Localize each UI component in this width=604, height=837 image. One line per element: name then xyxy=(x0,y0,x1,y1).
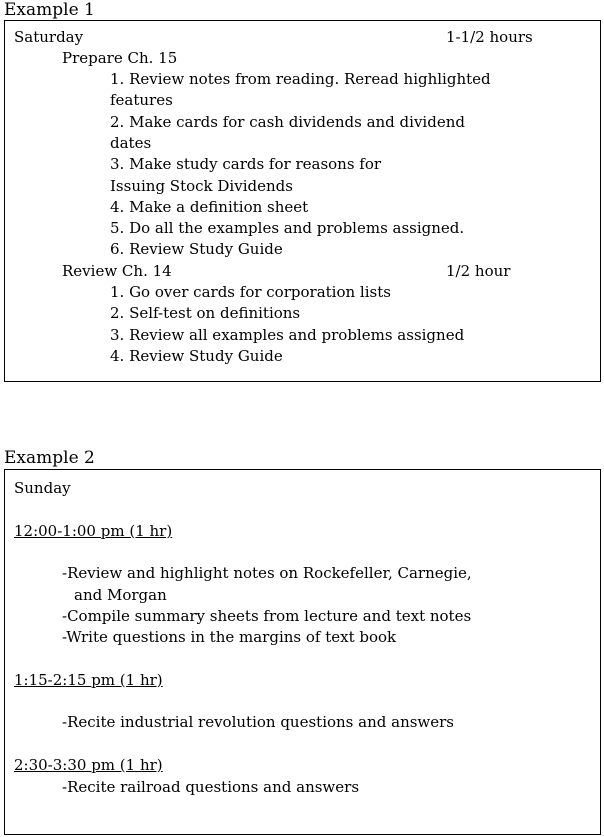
list-item: Issuing Stock Dividends xyxy=(110,177,293,195)
list-item: 5. Do all the examples and problems assigned. xyxy=(110,219,465,237)
list-item: 2. Make cards for cash dividends and dividend xyxy=(110,113,465,131)
list-item: 3. Review all examples and problems assigned xyxy=(110,326,465,344)
list-item: 6. Review Study Guide xyxy=(110,240,283,258)
time-block-heading: 12:00-1:00 pm (1 hr) xyxy=(14,522,173,540)
list-item: -Write questions in the margins of text book xyxy=(62,628,397,646)
list-item: -Recite railroad questions and answers xyxy=(62,778,360,796)
list-item: 4. Make a definition sheet xyxy=(110,198,309,216)
list-item: -Review and highlight notes on Rockefeller, Carnegie, xyxy=(62,564,472,582)
section-heading: Review Ch. 14 xyxy=(62,262,172,280)
section-duration: 1/2 hour xyxy=(446,262,511,280)
day-label: Saturday xyxy=(14,28,84,46)
list-item: 1. Review notes from reading. Reread highlighted xyxy=(110,70,491,88)
list-item: -Recite industrial revolution questions and answers xyxy=(62,713,455,731)
day-label: Sunday xyxy=(14,479,71,497)
time-block-heading: 2:30-3:30 pm (1 hr) xyxy=(14,756,163,774)
example-1-title: Example 1 xyxy=(4,0,95,20)
list-item: features xyxy=(110,91,173,109)
day-duration: 1-1/2 hours xyxy=(446,28,533,46)
list-item: dates xyxy=(110,134,152,152)
list-item: 2. Self-test on definitions xyxy=(110,304,301,322)
list-item: and Morgan xyxy=(74,586,167,604)
section-heading: Prepare Ch. 15 xyxy=(62,49,178,67)
list-item: -Compile summary sheets from lecture and text notes xyxy=(62,607,472,625)
list-item: 1. Go over cards for corporation lists xyxy=(110,283,391,301)
list-item: 4. Review Study Guide xyxy=(110,347,283,365)
list-item: 3. Make study cards for reasons for xyxy=(110,155,382,173)
time-block-heading: 1:15-2:15 pm (1 hr) xyxy=(14,671,163,689)
example-2-title: Example 2 xyxy=(4,448,95,468)
